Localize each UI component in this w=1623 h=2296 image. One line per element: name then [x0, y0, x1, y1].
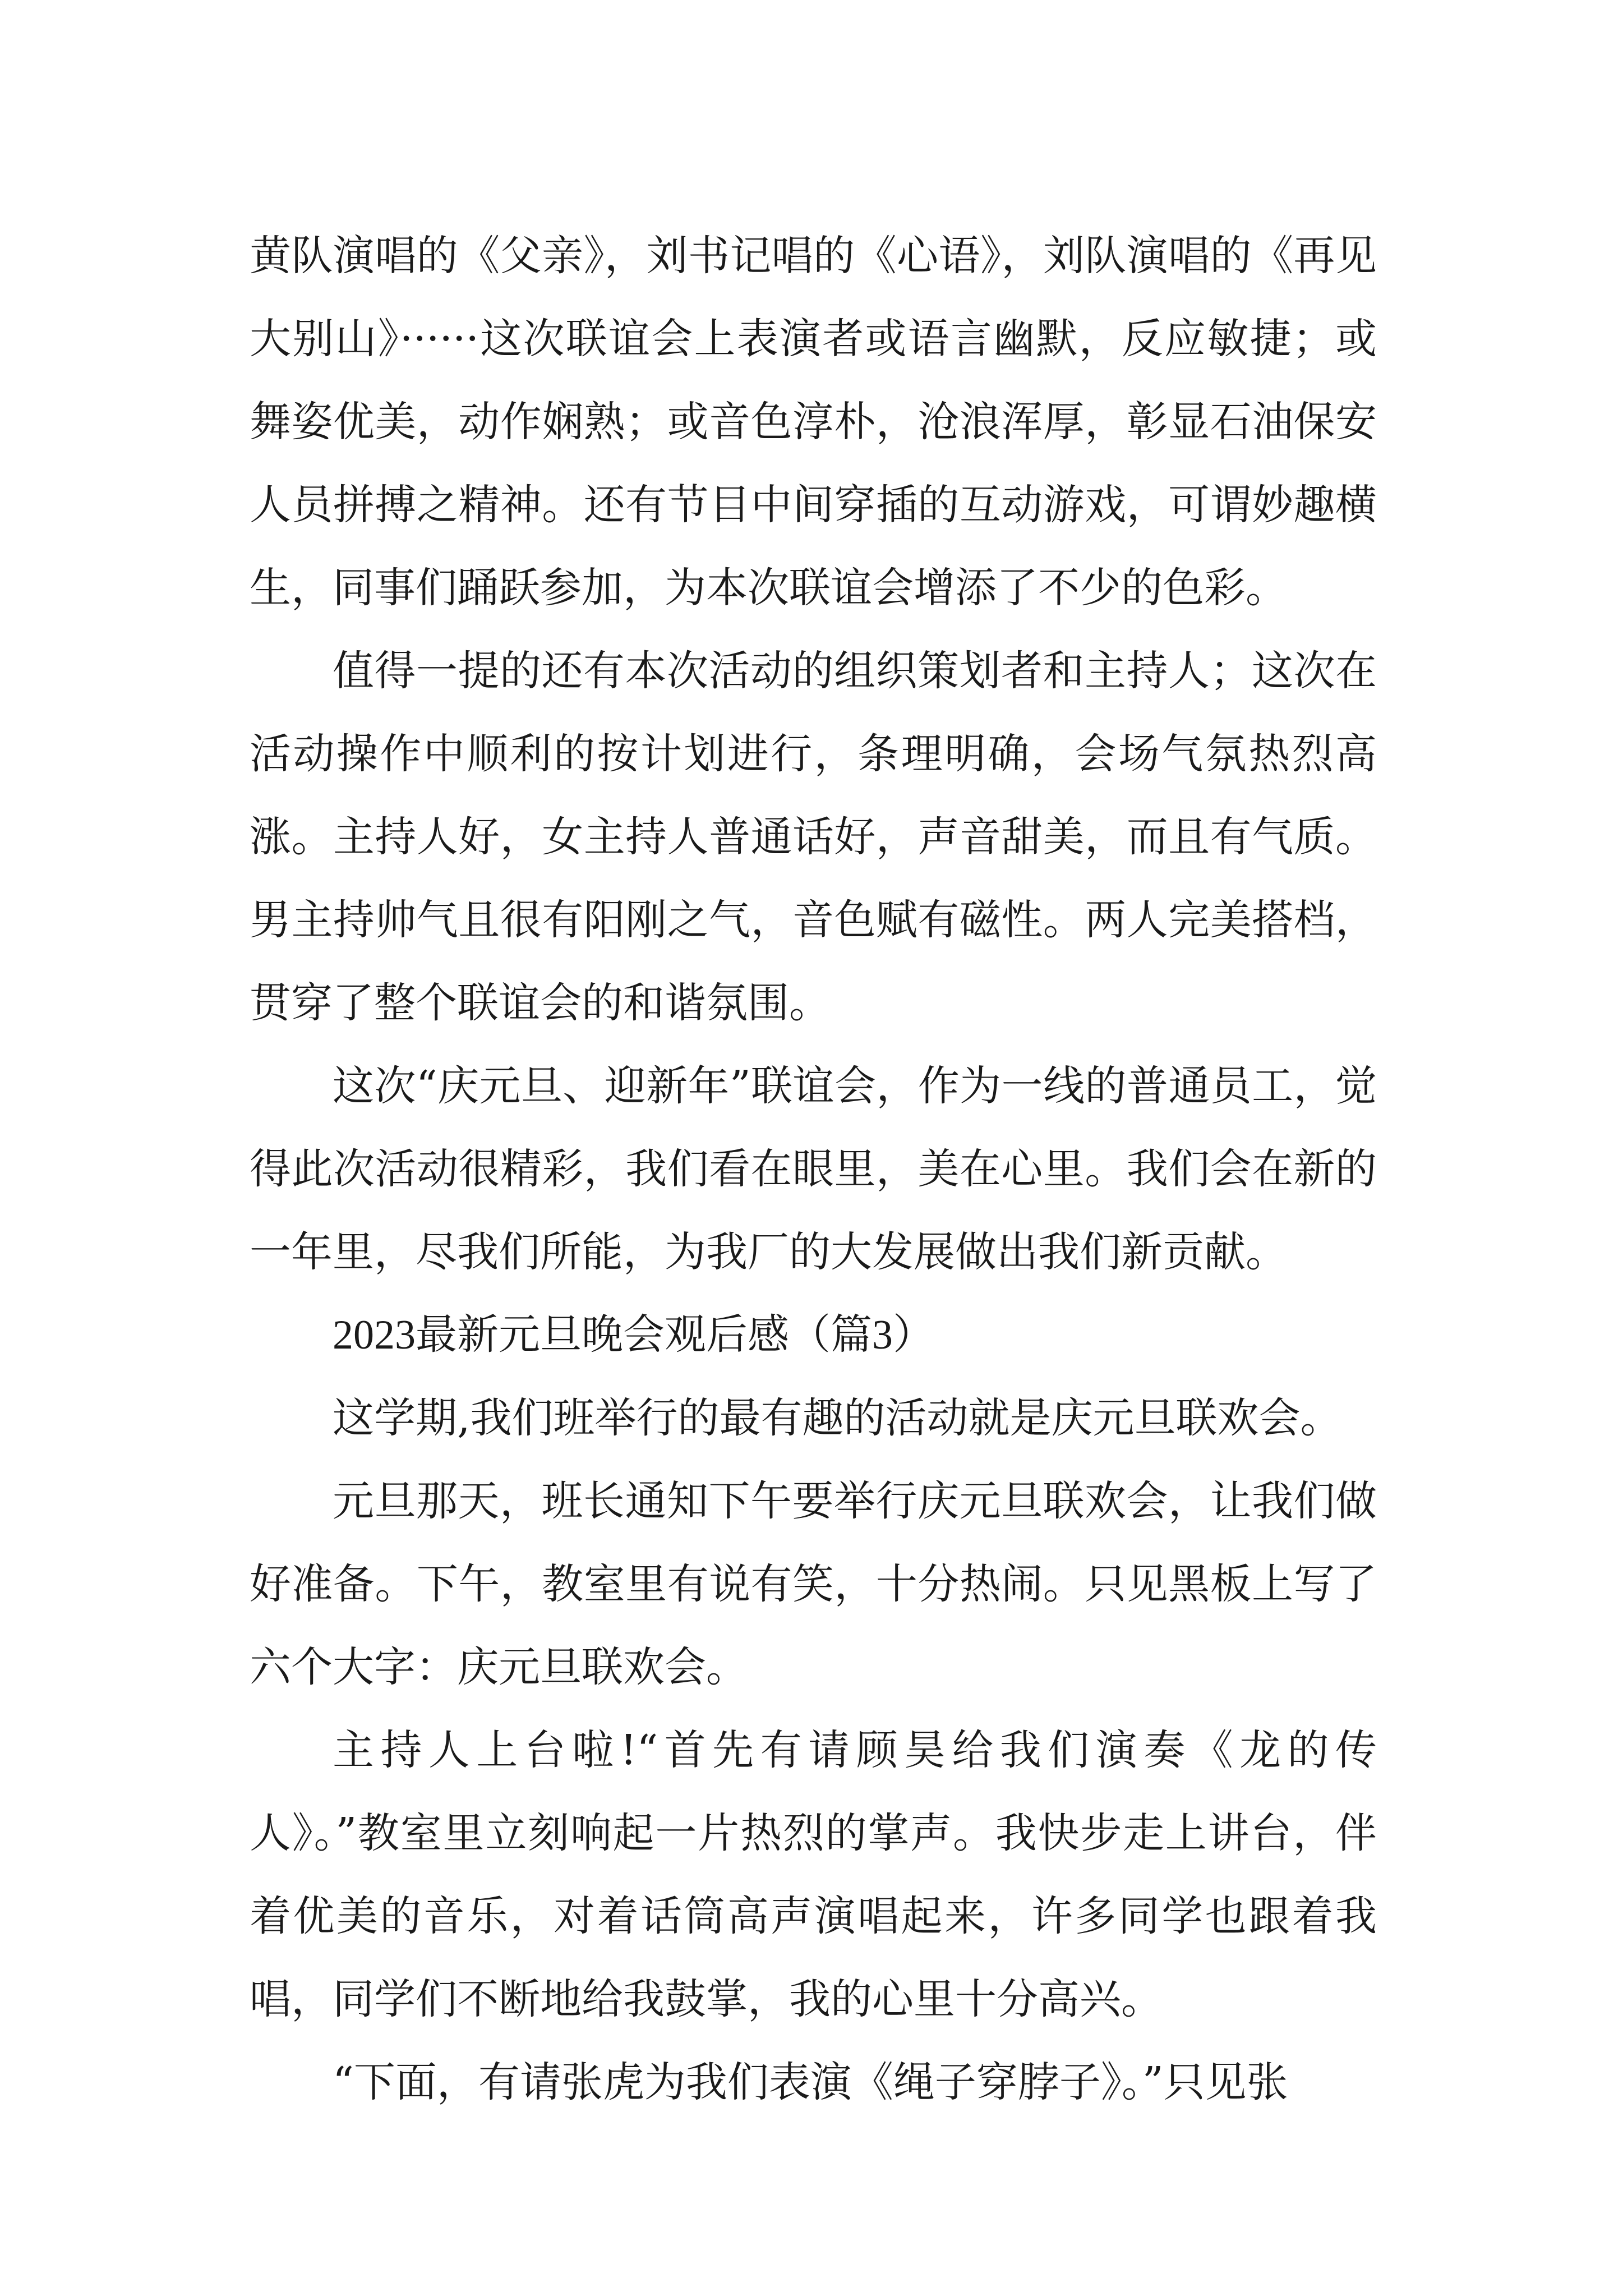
paragraph-4: 这学期,我们班举行的最有趣的活动就是庆元旦联欢会。	[333, 1394, 1342, 1442]
paragraph-3: 这次“庆元旦、迎新年”联谊会，作为一线的普通员工，觉得此次活动很精彩，我们看在眼里，美在心里。我们会在新的一年里，尽我们所能，为我厂的大发展做出我们新贡献。	[250, 1062, 1377, 1276]
paragraph-5: 元旦那天，班长通知下午要举行庆元旦联欢会，让我们做好准备。下午，教室里有说有笑，十分热闹。只见黑板上写了六个大字：庆元旦联欢会。	[250, 1477, 1377, 1691]
paragraph-6: 主持人上台啦!“首先有请顾昊给我们演奏《龙的传人》。”教室里立刻响起一片热烈的掌声。我快步走上讲台，伴着优美的音乐，对着话筒高声演唱起来，许多同学也跟着我唱，同学们不断地给我鼓掌，我的心里十分高兴。	[250, 1726, 1377, 2023]
paragraph-1: 黄队演唱的《父亲》，刘书记唱的《心语》，刘队演唱的《再见大别山》······这次联谊会上表演者或语言幽默，反应敏捷；或舞姿优美，动作娴熟；或音色淳朴，沧浪浑厚，彰显石油保安人员拼搏之精神。还有节目中间穿插的互动游戏，可谓妙趣横生，同事们踊跃参加，为本次联谊会增添了不少的色彩。	[250, 232, 1377, 612]
paragraph-2: 值得一提的还有本次活动的组织策划者和主持人；这次在活动操作中顺利的按计划进行，条理明确，会场气氛热烈高涨。主持人好，女主持人普通话好，声音甜美，而且有气质。男主持帅气且很有阳刚之气，音色赋有磁性。两人完美搭档，贯穿了整个联谊会的和谐氛围。	[250, 647, 1377, 1027]
section-heading: 2023最新元旦晚会观后感（篇3）	[333, 1312, 934, 1358]
document-body	[250, 214, 1377, 2124]
paragraph-7: “下面，有请张虎为我们表演《绳子穿脖子》。”只见张	[333, 2058, 1288, 2106]
